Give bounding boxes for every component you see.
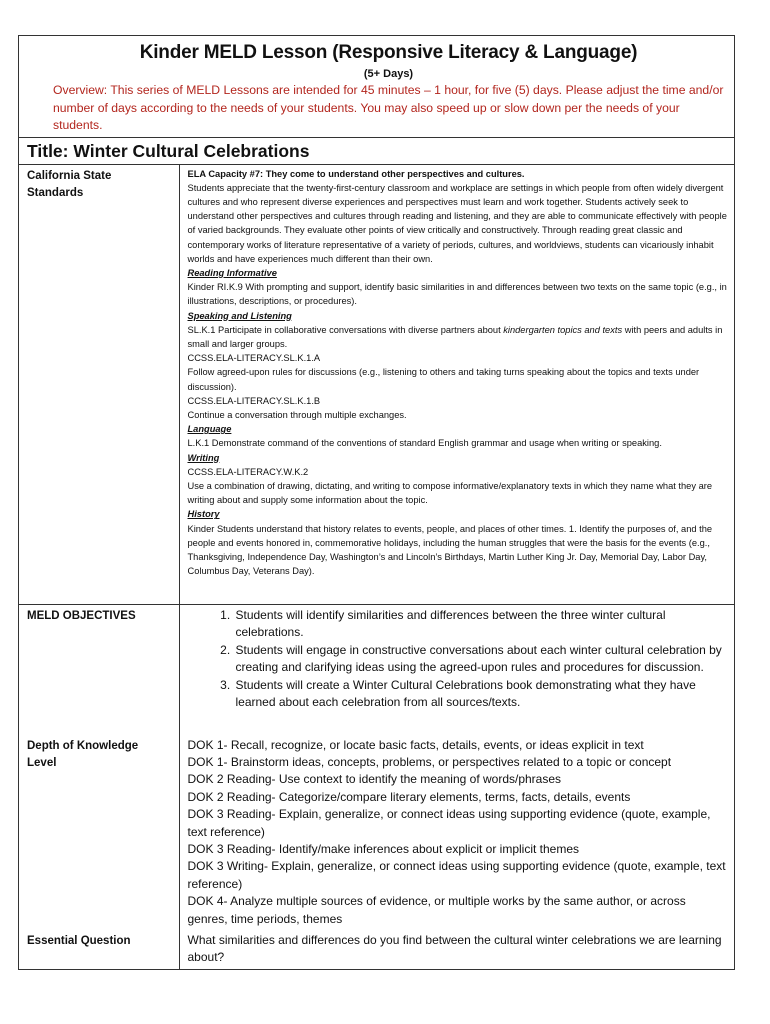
dok-item: DOK 2 Reading- Use context to identify the meaning of words/phrases [187, 772, 562, 787]
objectives-content [179, 605, 734, 735]
language-heading: Language [187, 424, 232, 435]
overview-text: Overview: This series of MELD Lessons are intended for 45 minutes – 1 hour, for five (5) days. Please adjust the time and/or number of days according to the needs of your students. You may also speed up or slow down per the needs of your students. [53, 83, 724, 132]
sl1a-text: Follow agreed-upon rules for discussions (e.g., listening to others and taking turns speaking about the topics and texts under discussion). [187, 367, 700, 392]
sl1-post: with peers and adults in small and larger groups. [187, 324, 723, 349]
sl1a-code: CCSS.ELA-LITERACY.SL.K.1.A [187, 353, 321, 364]
essential-question-label: Essential Question [19, 930, 179, 969]
sl1b-code: CCSS.ELA-LITERACY.SL.K.1.B [187, 395, 321, 406]
lesson-header [19, 36, 734, 138]
dok-label: Depth of Knowledge Level [19, 735, 179, 930]
days-subtitle: (5+ Days) [363, 68, 414, 80]
reading-text: Kinder RI.K.9 With prompting and support, identify basic similarities in and differences between two texts on the same topic (e.g., in illustrations, descriptions, or procedures). [187, 282, 727, 307]
capacity-title: ELA Capacity #7: They come to understand other perspectives and cultures. [187, 168, 525, 179]
sl1-emphasis: kindergarten topics and texts [503, 324, 623, 335]
lesson-table [19, 165, 734, 969]
objectives-label: MELD OBJECTIVES [19, 605, 179, 735]
dok-item: DOK 1- Recall, recognize, or locate basic facts, details, events, or ideas explicit in text [187, 737, 644, 752]
sl1-pre: SL.K.1 Participate in collaborative conversations with diverse partners about [187, 324, 504, 335]
dok-item: DOK 3 Reading- Identify/make inferences about explicit or implicit themes [187, 841, 580, 856]
lesson-plan-frame [18, 35, 735, 970]
standards-content [179, 165, 734, 605]
reading-heading: Reading Informative [187, 267, 277, 278]
dok-item: DOK 2 Reading- Categorize/compare literary elements, terms, facts, details, events [187, 789, 631, 804]
writing-heading: Writing [187, 452, 220, 463]
document-title: Kinder MELD Lesson (Responsive Literacy & Language) [139, 42, 638, 63]
dok-item: DOK 3 Writing- Explain, generalize, or connect ideas using supporting evidence (quote, example, text reference) [187, 859, 726, 891]
objectives-list [188, 607, 729, 711]
standards-label: California State Standards [19, 165, 179, 605]
history-heading: History [187, 509, 220, 520]
objective-item: 3. Students will create a Winter Cultural Celebrations book demonstrating what they have learned about each celebration from all sources/texts. [234, 677, 729, 712]
dok-item: DOK 1- Brainstorm ideas, concepts, problems, or perspectives related to a topic or concept [187, 754, 672, 769]
objective-item: 2. Students will engage in constructive conversations about each winter cultural celebration by creating and clarifying ideas using the agreed-upon rules and procedures for discussion. [234, 642, 729, 677]
dok-content [179, 735, 734, 930]
history-text: Kinder Students understand that history relates to events, people, and places of other times. 1. Identify the purposes of, and the people and events honored in, commemorative holidays, including the human struggles that were the basis for the events (e.g., Thanksgiving, Independence Day, Washington’s and Lincoln’s Birthdays, Martin Luther King Jr. Day, Memorial Day, Labor Day, Columbus Day, Veterans Day). [187, 523, 713, 577]
speaking-heading: Speaking and Listening [187, 310, 292, 321]
lesson-title: Title: Winter Cultural Celebrations [19, 138, 734, 165]
writing-code: CCSS.ELA-LITERACY.W.K.2 [187, 466, 309, 477]
writing-text: Use a combination of drawing, dictating, and writing to compose informative/explanatory texts in which they name what they are writing about and supply some information about the topic. [187, 480, 713, 506]
dok-item: DOK 4- Analyze multiple sources of evidence, or multiple works by the same author, or across genres, time periods, themes [187, 894, 686, 926]
language-text: L.K.1 Demonstrate command of the conventions of standard English grammar and usage when writing or speaking. [187, 438, 662, 449]
essential-question-text: What similarities and differences do you find between the cultural winter celebrations we are learning about? [187, 932, 722, 965]
sl1-text [188, 323, 729, 351]
sl1b-text: Continue a conversation through multiple exchanges. [187, 409, 407, 420]
dok-item: DOK 3 Reading- Explain, generalize, or connect ideas using supporting evidence (quote, example, text reference) [187, 807, 711, 839]
capacity-text: Students appreciate that the twenty-first-century classroom and workplace are settings in which people from often widely divergent cultures and who represent diverse experiences and perspectives must learn and work together. Students actively seek to understand other perspectives and cultures through reading and listening, and they are able to communicate effectively with people of varied backgrounds. They evaluate other points of view critically and constructively. Through reading great classic and contemporary works of literature representative of a variety of periods, cultures, and worldviews, students can vicariously inhabit worlds and have experiences much different than their own. [187, 182, 727, 264]
objective-item: 1. Students will identify similarities and differences between the three winter cultural celebrations. [234, 607, 729, 642]
